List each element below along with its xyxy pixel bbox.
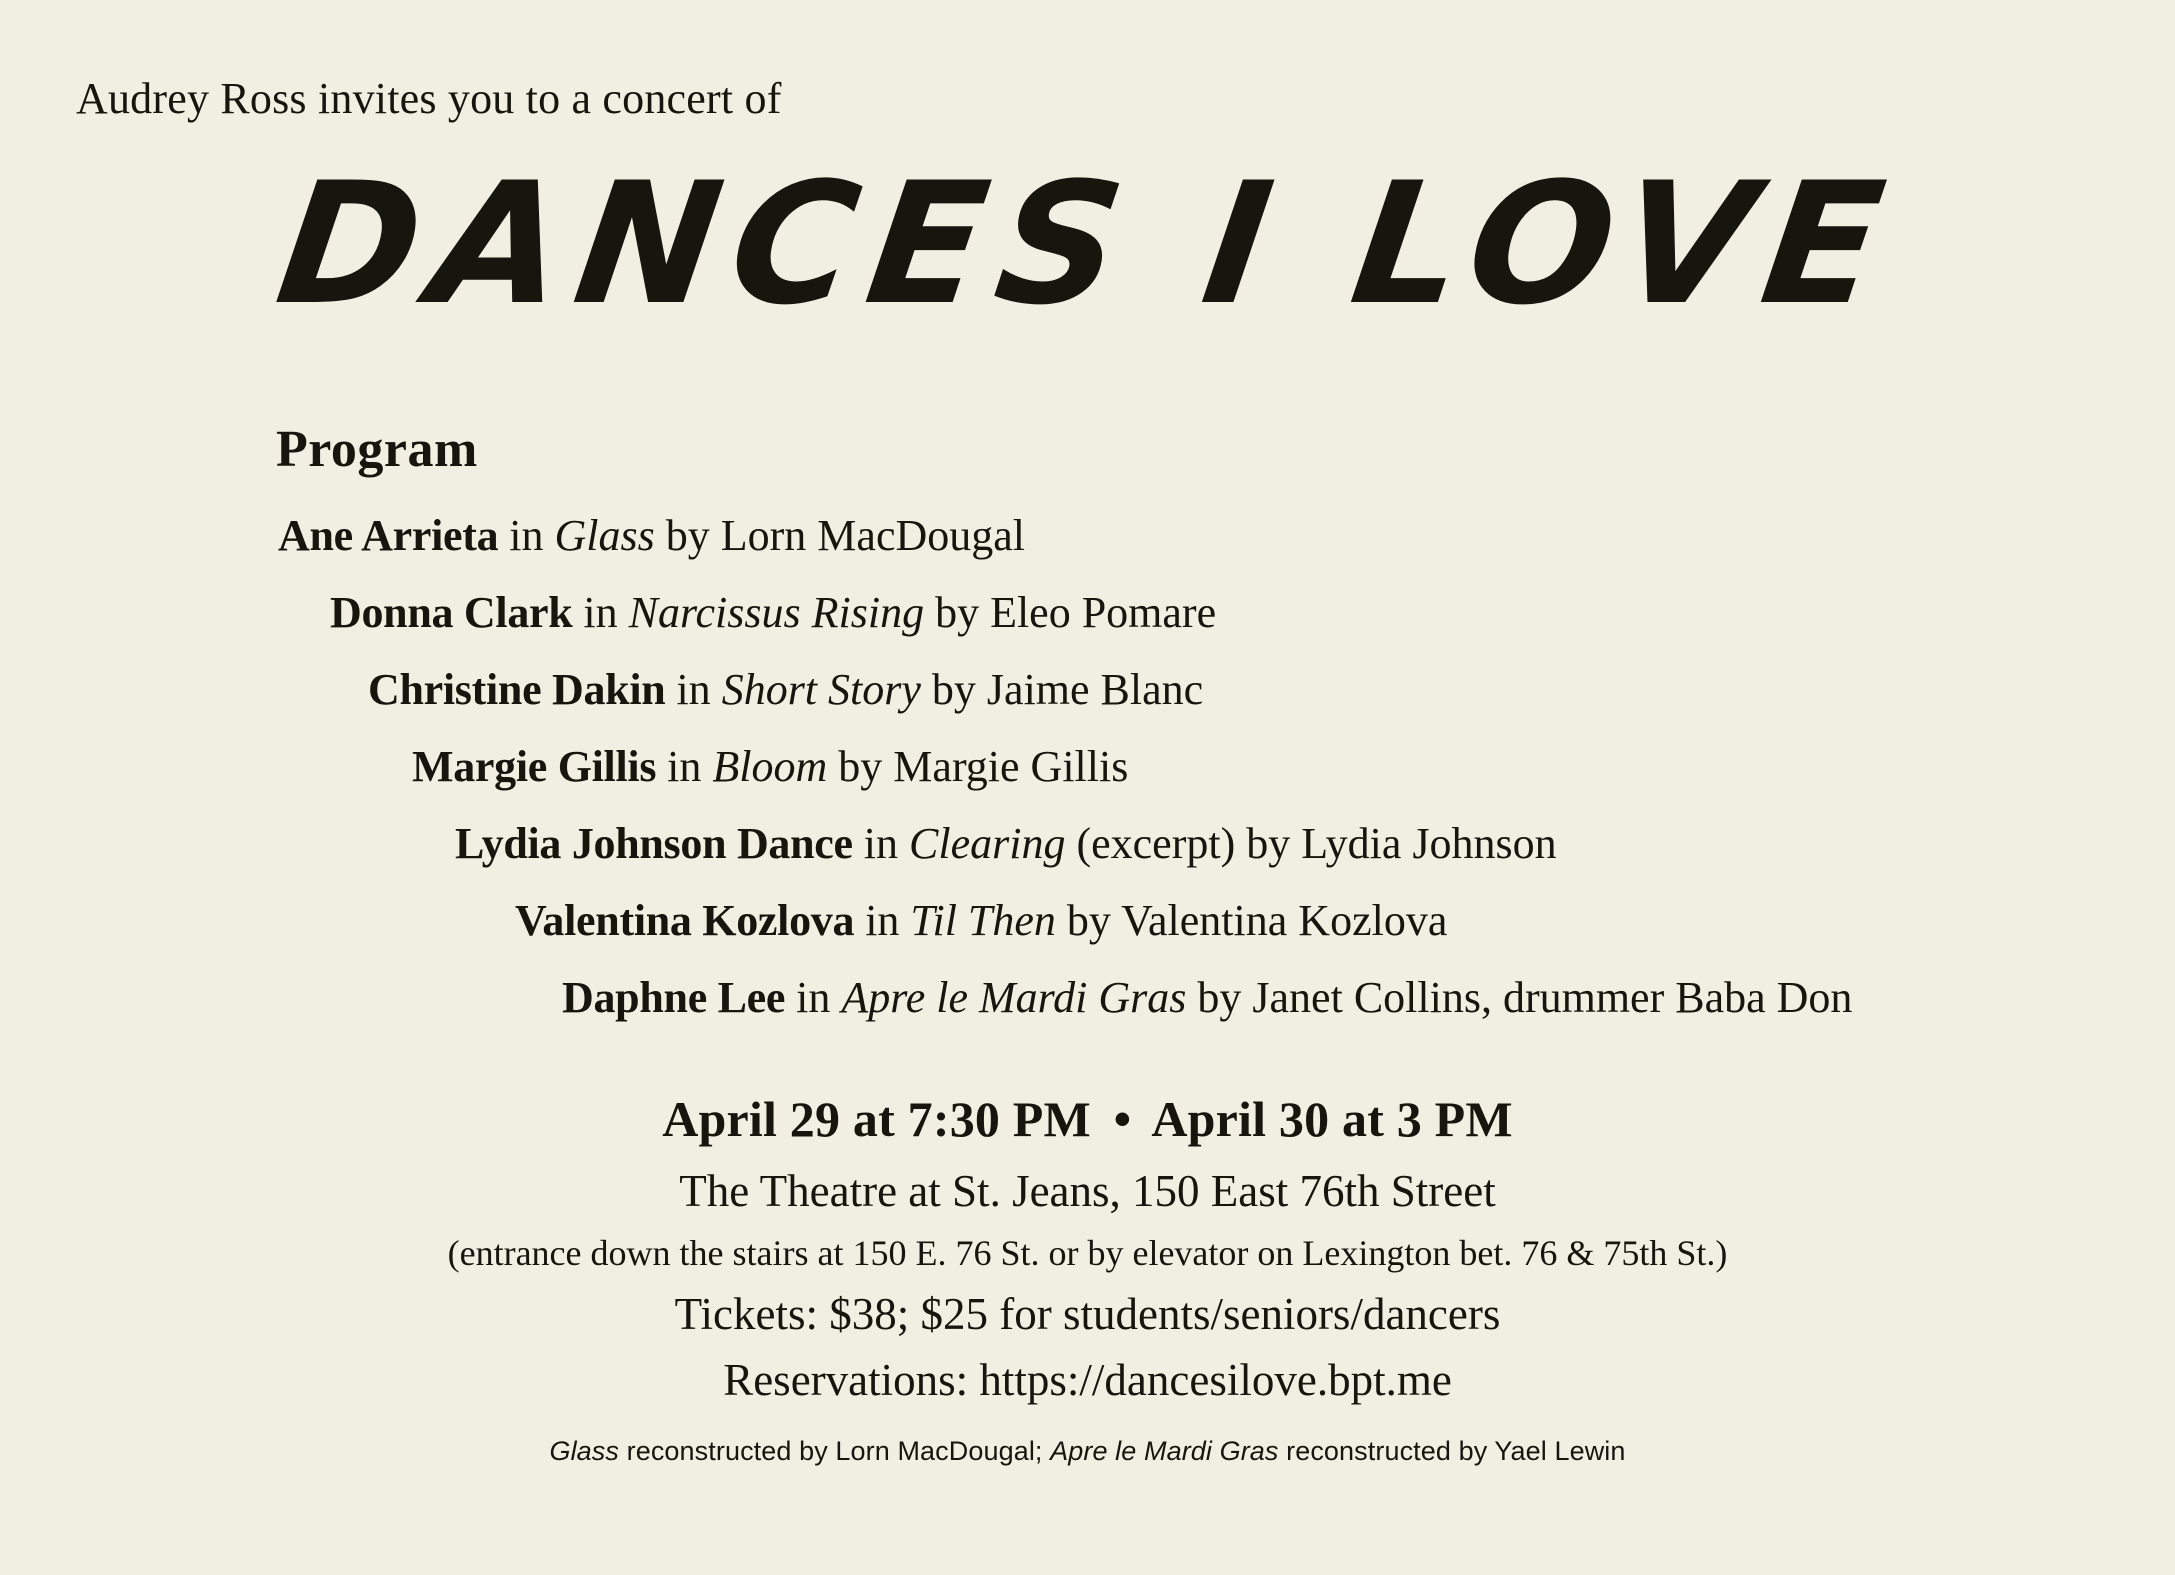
piece-title: Short Story xyxy=(721,665,921,714)
program-list xyxy=(0,497,2175,1036)
piece-credit: by Valentina Kozlova xyxy=(1066,896,1448,945)
piece-credit: by Lorn MacDougal xyxy=(665,511,1026,560)
credit-piece-two: Apre le Mardi Gras xyxy=(1050,1436,1279,1466)
list-item xyxy=(0,651,2175,728)
piece-title: Bloom xyxy=(712,742,828,791)
program-heading: Program xyxy=(276,421,478,478)
piece-title: Til Then xyxy=(910,896,1056,945)
venue-address: The Theatre at St. Jeans, 150 East 76th Street xyxy=(679,1166,1496,1216)
performer-name: Ane Arrieta xyxy=(278,511,499,560)
connector-word: in xyxy=(863,819,898,868)
credit-piece-one: Glass xyxy=(549,1436,620,1466)
list-item xyxy=(0,728,2175,805)
connector-word: in xyxy=(509,511,544,560)
connector-word: in xyxy=(796,973,831,1022)
list-item xyxy=(0,959,2175,1036)
connector-word: in xyxy=(667,742,702,791)
connector-word: in xyxy=(583,588,618,637)
connector-word: in xyxy=(865,896,900,945)
date-first: April 29 at 7:30 PM xyxy=(662,1091,1091,1147)
piece-title: Narcissus Rising xyxy=(628,588,925,637)
piece-title: Glass xyxy=(554,511,655,560)
performer-name: Christine Dakin xyxy=(368,665,666,714)
connector-word: in xyxy=(676,665,711,714)
reconstruction-credits xyxy=(0,1436,2175,1467)
date-second: April 30 at 3 PM xyxy=(1151,1091,1513,1147)
performer-name: Lydia Johnson Dance xyxy=(455,819,853,868)
performer-name: Daphne Lee xyxy=(562,973,786,1022)
performer-name: Valentina Kozlova xyxy=(515,896,855,945)
entrance-note: (entrance down the stairs at 150 E. 76 St. or by elevator on Lexington bet. 76 & 75th St.) xyxy=(447,1233,1728,1273)
ticket-prices: Tickets: $38; $25 for students/seniors/dancers xyxy=(674,1289,1501,1339)
list-item xyxy=(0,805,2175,882)
list-item xyxy=(0,497,2175,574)
performer-name: Margie Gillis xyxy=(412,742,657,791)
reservations-link[interactable]: Reservations: https://dancesilove.bpt.me xyxy=(723,1355,1452,1405)
piece-credit: by Lydia Johnson xyxy=(1246,819,1557,868)
piece-credit: by Janet Collins, drummer Baba Don xyxy=(1197,973,1853,1022)
credit-end-text: reconstructed by Yael Lewin xyxy=(1278,1436,1626,1466)
piece-title: Clearing xyxy=(909,819,1066,868)
event-details xyxy=(0,1090,2175,1467)
piece-credit: by Jaime Blanc xyxy=(931,665,1204,714)
performer-name: Donna Clark xyxy=(330,588,573,637)
list-item xyxy=(0,882,2175,959)
credit-mid-text: reconstructed by Lorn MacDougal; xyxy=(619,1436,1051,1466)
invitation-line: Audrey Ross invites you to a concert of xyxy=(76,74,782,123)
list-item xyxy=(0,574,2175,651)
piece-suffix: (excerpt) xyxy=(1076,819,1236,868)
bullet-separator: • xyxy=(1113,1091,1132,1147)
page-title: DANCES I LOVE xyxy=(267,146,1908,342)
piece-title: Apre le Mardi Gras xyxy=(841,973,1187,1022)
performance-dates xyxy=(0,1090,2175,1148)
piece-credit: by Margie Gillis xyxy=(838,742,1129,791)
piece-credit: by Eleo Pomare xyxy=(935,588,1217,637)
